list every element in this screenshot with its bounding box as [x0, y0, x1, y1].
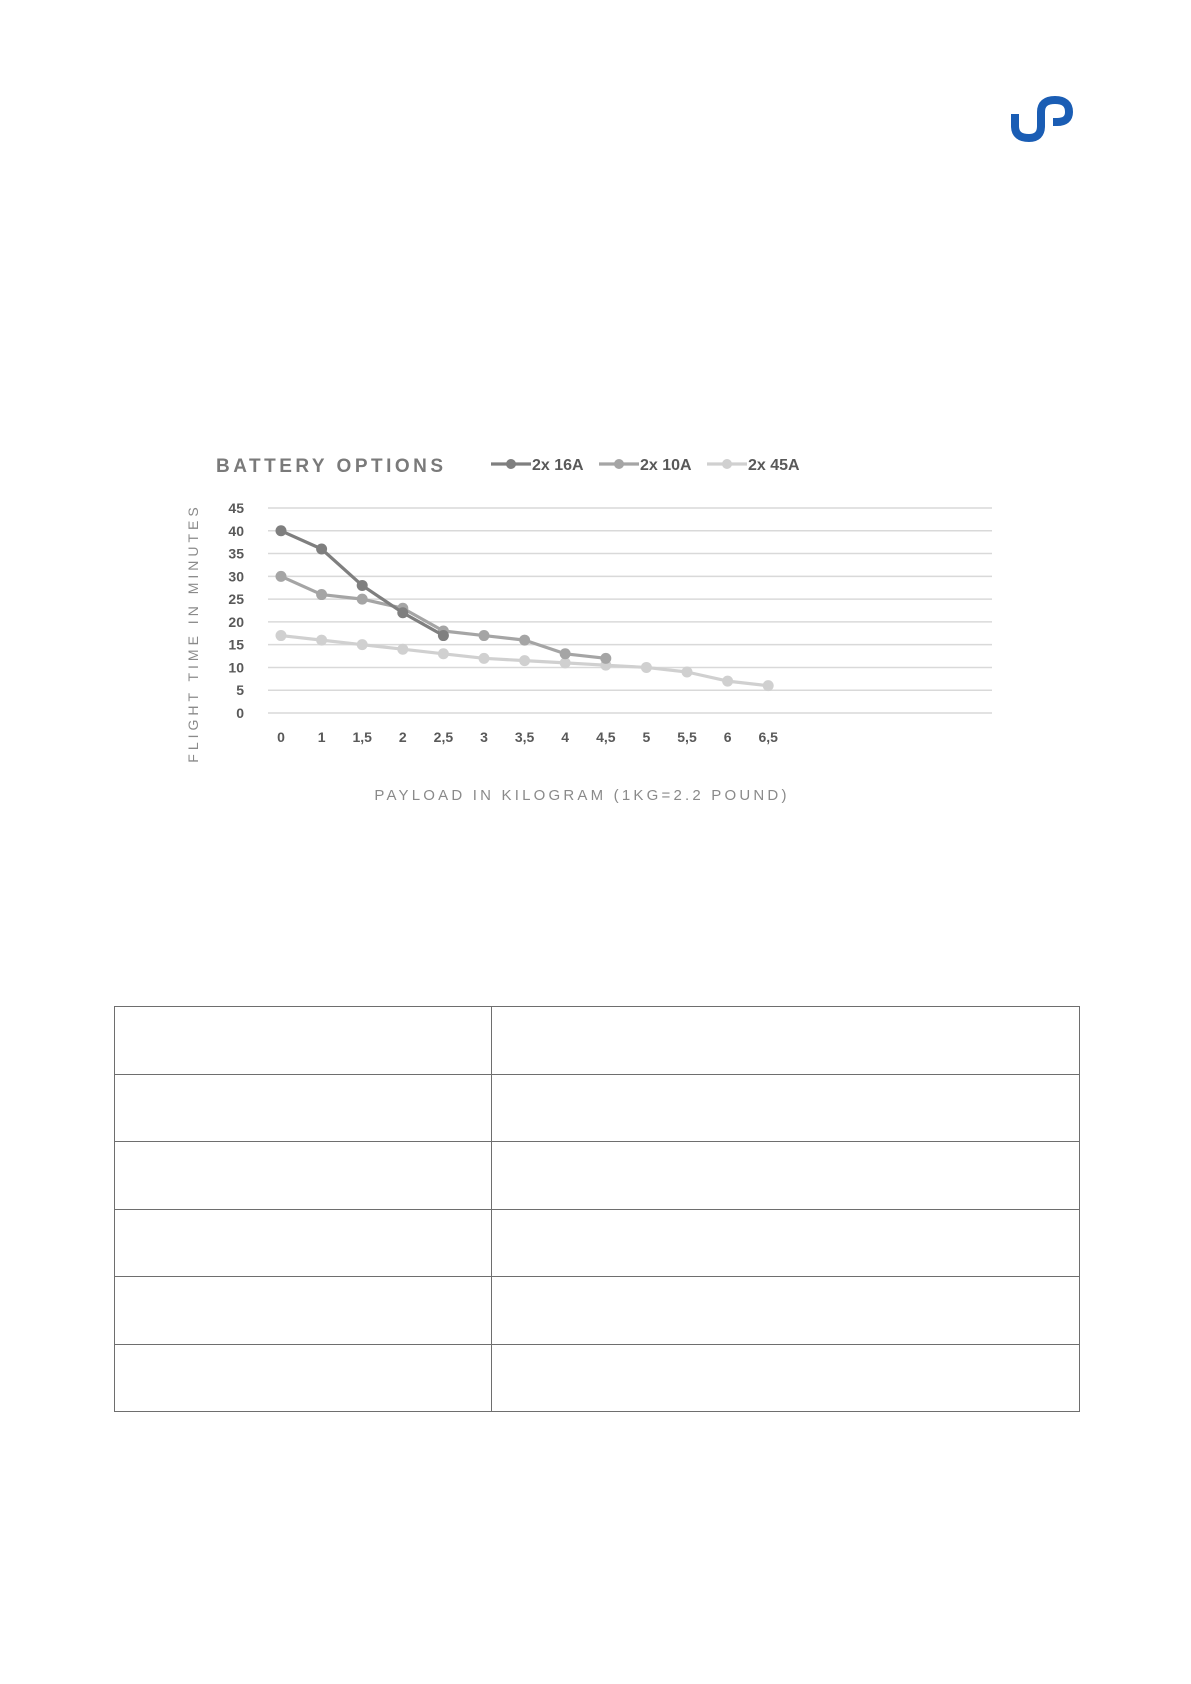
y-tick-label: 10	[228, 659, 244, 676]
y-tick-label: 30	[228, 568, 244, 585]
table-row	[115, 1007, 1080, 1075]
data-point	[397, 644, 408, 655]
legend-item	[707, 457, 800, 474]
table-cell-value	[492, 1209, 1080, 1277]
table-cell-label	[115, 1142, 492, 1210]
data-point	[316, 635, 327, 646]
x-axis-label: PAYLOAD IN KILOGRAM (1KG=2.2 POUND)	[374, 787, 790, 804]
table-cell-value	[492, 1074, 1080, 1142]
y-tick-label: 25	[228, 591, 244, 608]
data-point	[519, 635, 530, 646]
data-point	[276, 525, 287, 536]
x-tick-label: 2,5	[433, 729, 454, 745]
legend-item	[599, 457, 692, 474]
table-cell-value	[492, 1344, 1080, 1412]
data-point	[682, 667, 693, 678]
data-point	[722, 676, 733, 687]
legend-marker	[614, 459, 624, 469]
table-row	[115, 1344, 1080, 1412]
table-cell-label	[115, 1344, 492, 1412]
table-row	[115, 1209, 1080, 1277]
legend-marker	[722, 459, 732, 469]
data-point	[479, 653, 490, 664]
y-tick-label: 40	[228, 522, 244, 539]
battery-chart	[0, 0, 1191, 820]
x-tick-label: 1	[317, 729, 326, 745]
y-tick-label: 0	[236, 705, 244, 721]
x-tick-label: 2	[398, 729, 407, 745]
x-tick-label: 3	[480, 729, 488, 745]
y-tick-label: 20	[228, 613, 244, 630]
data-point	[438, 648, 449, 659]
table-cell-label	[115, 1007, 492, 1075]
y-tick-label: 15	[228, 636, 244, 653]
data-point	[519, 655, 530, 666]
data-point	[600, 653, 611, 664]
data-point	[316, 544, 327, 555]
y-tick-label: 5	[236, 682, 244, 699]
legend-label: 2x 45A	[748, 457, 800, 474]
chart-gridlines	[268, 508, 992, 713]
data-point	[357, 580, 368, 591]
data-point	[641, 662, 652, 673]
x-tick-label: 5,5	[677, 729, 697, 745]
legend-marker	[506, 459, 516, 469]
series-line	[281, 576, 606, 658]
data-point	[316, 589, 327, 600]
table-cell-label	[115, 1277, 492, 1345]
y-axis-ticks	[228, 500, 244, 721]
legend-item	[491, 457, 584, 474]
table-cell-value	[492, 1277, 1080, 1345]
x-tick-label: 6,5	[758, 729, 778, 745]
chart-series	[276, 525, 774, 691]
x-tick-label: 0	[277, 729, 285, 745]
legend-label: 2x 10A	[640, 457, 692, 474]
data-point	[357, 639, 368, 650]
x-tick-label: 5	[642, 729, 651, 745]
table-cell-value	[492, 1007, 1080, 1075]
chart-legend	[491, 457, 800, 474]
x-axis-ticks	[277, 729, 778, 745]
table-cell-label	[115, 1209, 492, 1277]
table-row	[115, 1142, 1080, 1210]
data-point	[560, 648, 571, 659]
data-point	[397, 607, 408, 618]
y-axis-label: FLIGHT TIME IN MINUTES	[185, 503, 201, 763]
data-point	[438, 630, 449, 641]
chart-title: BATTERY OPTIONS	[216, 456, 447, 477]
x-tick-label: 4	[561, 729, 570, 745]
y-tick-label: 35	[228, 545, 244, 562]
table-cell-label	[115, 1074, 492, 1142]
table-row	[115, 1074, 1080, 1142]
data-point	[276, 630, 287, 641]
x-tick-label: 3,5	[514, 729, 535, 745]
legend-label: 2x 16A	[532, 457, 584, 474]
spec-table	[114, 1006, 1080, 1412]
data-point	[763, 680, 774, 691]
data-point	[357, 594, 368, 605]
data-point	[479, 630, 490, 641]
table-cell-value	[492, 1142, 1080, 1210]
data-point	[276, 571, 287, 582]
x-tick-label: 1,5	[352, 729, 372, 745]
table-row	[115, 1277, 1080, 1345]
series-2x-16a	[276, 525, 449, 641]
x-tick-label: 4,5	[596, 729, 616, 745]
y-tick-label: 45	[228, 500, 244, 516]
x-tick-label: 6	[723, 729, 732, 745]
